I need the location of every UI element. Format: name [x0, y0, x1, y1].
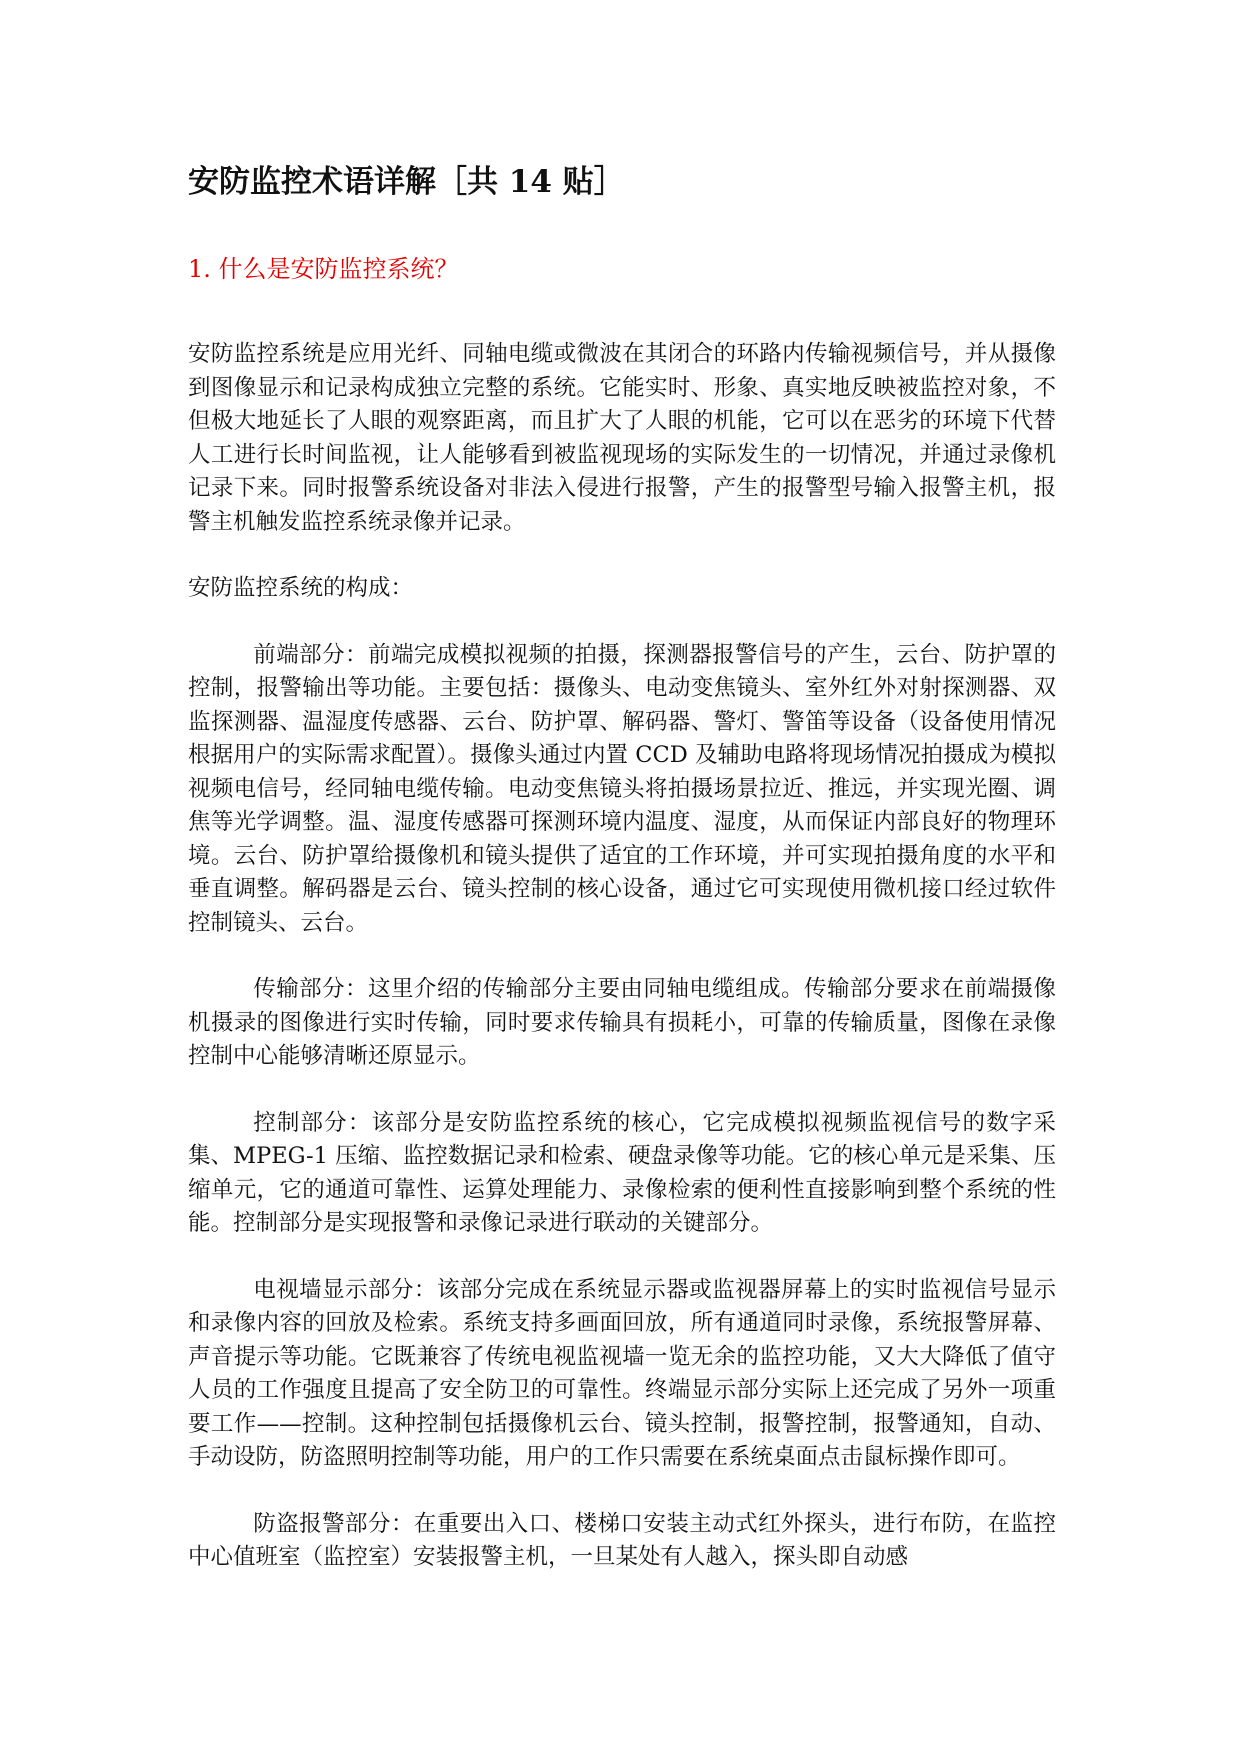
paragraph-alarm: 防盗报警部分：在重要出入口、楼梯口安装主动式红外探头，进行布防，在监控中心值班室（监控室）安装报警主机，一旦某处有人越入，探头即自动感	[188, 1510, 1056, 1570]
intro-paragraph: 安防监控系统是应用光纤、同轴电缆或微波在其闭合的环路内传输视频信号，并从摄像到图像显示和记录构成独立完整的系统。它能实时、形象、真实地反映被监控对象，不但极大地延长了人眼的观察距离，而且扩大了人眼的机能，它可以在恶劣的环境下代替人工进行长时间监视，让人能够看到被监视现场的实际发生的一切情况，并通过录像机记录下来。同时报警系统设备对非法入侵进行报警，产生的报警型号输入报警主机，报警主机触发监控系统录像并记录。	[188, 341, 1056, 535]
section-heading: 1. 什么是安防监控系统？	[188, 255, 459, 283]
paragraph-video-wall: 电视墙显示部分：该部分完成在系统显示器或监视器屏幕上的实时监视信号显示和录像内容的回放及检索。系统支持多画面回放，所有通道同时录像，系统报警屏幕、声音提示等功能。它既兼容了传统电视监视墙一览无余的监控功能，又大大降低了值守人员的工作强度且提高了安全防卫的可靠性。终端显示部分实际上还完成了另外一项重要工作——控制。这种控制包括摄像机云台、镜头控制，报警控制，报警通知，自动、手动设防，防盗照明控制等功能，用户的工作只需要在系统桌面点击鼠标操作即可。	[188, 1276, 1056, 1470]
document-title: 安防监控术语详解［共 14 贴］	[188, 164, 625, 200]
composition-label: 安防监控系统的构成：	[188, 575, 414, 601]
paragraph-front-end: 前端部分：前端完成模拟视频的拍摄，探测器报警信号的产生，云台、防护罩的控制，报警输出等功能。主要包括：摄像头、电动变焦镜头、室外红外对射探测器、双监探测器、温湿度传感器、云台、防护罩、解码器、警灯、警笛等设备（设备使用情况根据用户的实际需求配置）。摄像头通过内置 CCD 及辅助电路将现场情况拍摄成为模拟视频电信号，经同轴电缆传输。电动变焦镜头将拍摄场景拉近、推远，并实现光圈、调焦等光学调整。温、湿度传感器可探测环境内温度、湿度，从而保证内部良好的物理环境。云台、防护罩给摄像机和镜头提供了适宜的工作环境，并可实现拍摄角度的水平和垂直调整。解码器是云台、镜头控制的核心设备，通过它可实现使用微机接口经过软件控制镜头、云台。	[188, 641, 1056, 936]
document-body	[188, 160, 1056, 1608]
paragraph-control: 控制部分：该部分是安防监控系统的核心，它完成模拟视频监视信号的数字采集、MPEG-1 压缩、监控数据记录和检索、硬盘录像等功能。它的核心单元是采集、压缩单元，它的通道可靠性、运算处理能力、录像检索的便利性直接影响到整个系统的性能。控制部分是实现报警和录像记录进行联动的关键部分。	[188, 1109, 1056, 1236]
paragraph-transmission: 传输部分：这里介绍的传输部分主要由同轴电缆组成。传输部分要求在前端摄像机摄录的图像进行实时传输，同时要求传输具有损耗小，可靠的传输质量，图像在录像控制中心能够清晰还原显示。	[188, 976, 1056, 1069]
